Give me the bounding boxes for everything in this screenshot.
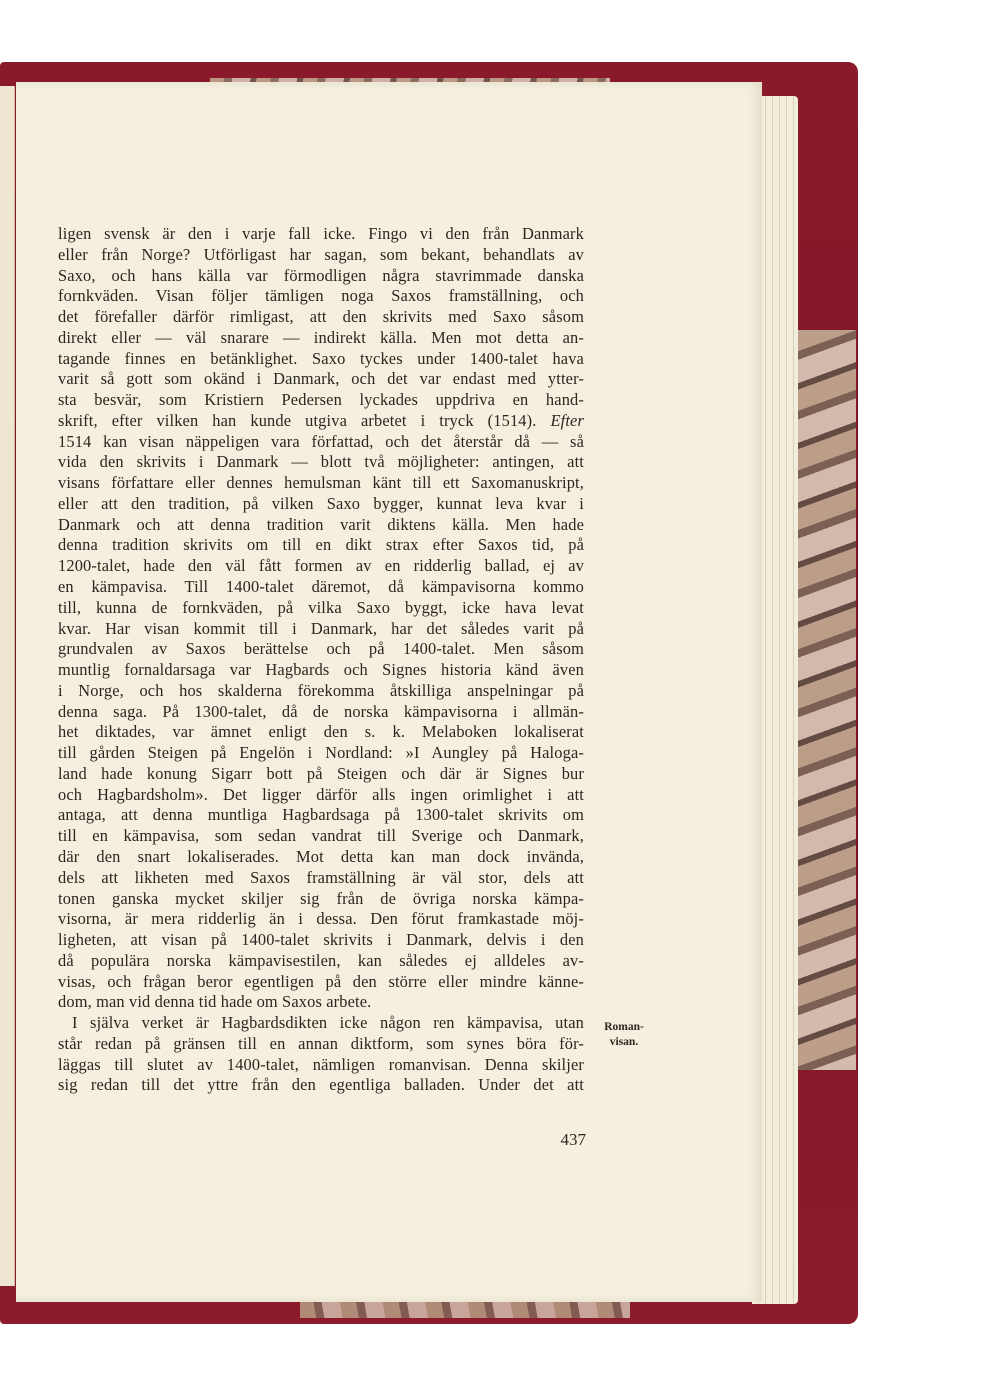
text-line: står redan på gränsen till en annan diktform, som synes böra för- [58, 1033, 584, 1053]
text-line: ligen svensk är den i varje fall icke. Fingo vi den från Danmark [58, 224, 584, 243]
text-line: eller att den tradition, på vilken Saxo bygger, kunnat leva kvar i [58, 493, 584, 513]
text-line: kvar. Har visan kommit till i Danmark, har det således varit på [58, 618, 584, 638]
text-line: där den snart lokaliserades. Mot detta kan man dock invända, [58, 846, 584, 866]
text-line: det förefaller därför rimligast, att den skrivits med Saxo såsom [58, 307, 584, 327]
italic-word: Efter [550, 410, 584, 430]
text-line: till gården Steigen på Engelön i Nordland: »I Aungley på Haloga- [58, 743, 584, 763]
body-text [58, 224, 584, 1096]
page-number: 437 [560, 1130, 586, 1149]
text-line: en kämpavisa. Till 1400-talet däremot, då kämpavisorna kommo [58, 577, 584, 597]
text-line: Danmark och att denna tradition varit diktens källa. Men hade [58, 514, 584, 534]
text-line: visans författare eller dennes hemulsman känt till ett Saxomanuskript, [58, 473, 584, 493]
text-segment: skrift, efter vilken han kunde utgiva arbetet i tryck (1514). [58, 410, 537, 430]
text-line: vida den skrivits i Danmark — blott två möjligheter: antingen, att [58, 452, 584, 472]
text-line: Saxo, och hans källa var förmodligen några stavrimmade danska [58, 265, 584, 285]
text-line: 1200-talet, hade den väl fått formen av en ridderlig ballad, ej av [58, 556, 584, 576]
text-line: då populära norska kämpavisestilen, kan således ej alldeles av- [58, 950, 584, 970]
facing-page-edge [0, 86, 15, 1286]
text-line: visorna, är mera ridderlig än i dessa. Den förut framkastade möj- [58, 909, 584, 929]
margin-note-line: visan. [609, 1036, 639, 1048]
text-line: till, kunna de fornkväden, på vilka Saxo byggt, icke hava levat [58, 597, 584, 617]
marbled-paper-right [798, 330, 856, 1070]
text-line: ligheten, att visan på 1400-talet skrivits i Danmark, delvis i den [58, 930, 584, 950]
text-line: tagande finnes en betänklighet. Saxo tyckes under 1400-talet hava [58, 348, 584, 368]
text-line: fornkväden. Visan följer tämligen noga Saxos framställning, och [58, 286, 584, 306]
text-line: sig redan till det yttre från den egentliga balladen. Under det att [58, 1075, 584, 1095]
text-line: direkt eller — väl snarare — indirekt källa. Men mot detta an- [58, 327, 584, 347]
paragraph-start-line: I själva verket är Hagbardsdikten icke någon ren kämpavisa, utan [72, 1013, 584, 1033]
text-line: 1514 kan visan näppeligen vara författad, och det återstår då — så [58, 431, 584, 451]
text-line: eller från Norge? Utförligast har sagan, som bekant, behandlats av [58, 244, 584, 264]
text-line: muntlig fornaldarsaga var Hagbards och Signes historia känd även [58, 660, 584, 680]
text-line: visas, och frågan beror egentligen på den större eller mindre känne- [58, 971, 584, 991]
text-line: denna saga. På 1300-talet, då de norska kämpavisorna i allmän- [58, 701, 584, 721]
text-line: grundvalen av Saxos berättelse och på 1400-talet. Men såsom [58, 639, 584, 659]
text-line: till en kämpavisa, som sedan vandrat till Sverige och Danmark, [58, 826, 584, 846]
text-line: het diktades, var ämnet enligt den s. k. Melaboken lokaliserat [58, 722, 584, 742]
text-line: denna tradition skrivits om till en dikt strax efter Saxos tid, på [58, 535, 584, 555]
text-line: tonen ganska mycket skiljer sig från de övriga norska kämpa- [58, 888, 584, 908]
text-line-with-italic [58, 411, 584, 432]
text-line: varit så gott som okänd i Danmark, och det var endast med ytter- [58, 369, 584, 389]
text-line: sta besvär, som Kristiern Pedersen lyckades uppdriva en hand- [58, 390, 584, 410]
margin-note-line: Roman- [604, 1021, 644, 1033]
text-line: land hade konung Sigarr bott på Steigen och där är Signes bur [58, 763, 584, 783]
margin-note [594, 1020, 654, 1050]
text-line: och Hagbardsholm». Det ligger därför alls ingen orimlighet i att [58, 784, 584, 804]
text-line: läggas till slutet av 1400-talet, nämligen romanvisan. Denna skiljer [58, 1054, 584, 1074]
text-line: dels att likheten med Saxos framställning är väl stor, dels att [58, 867, 584, 887]
text-line: i Norge, och hos skalderna förekomma åtskilliga anspelningar på [58, 680, 584, 700]
text-line: antaga, att denna muntliga Hagbardsaga på 1300-talet skrivits om [58, 805, 584, 825]
text-line: dom, man vid denna tid hade om Saxos arbete. [58, 992, 372, 1012]
